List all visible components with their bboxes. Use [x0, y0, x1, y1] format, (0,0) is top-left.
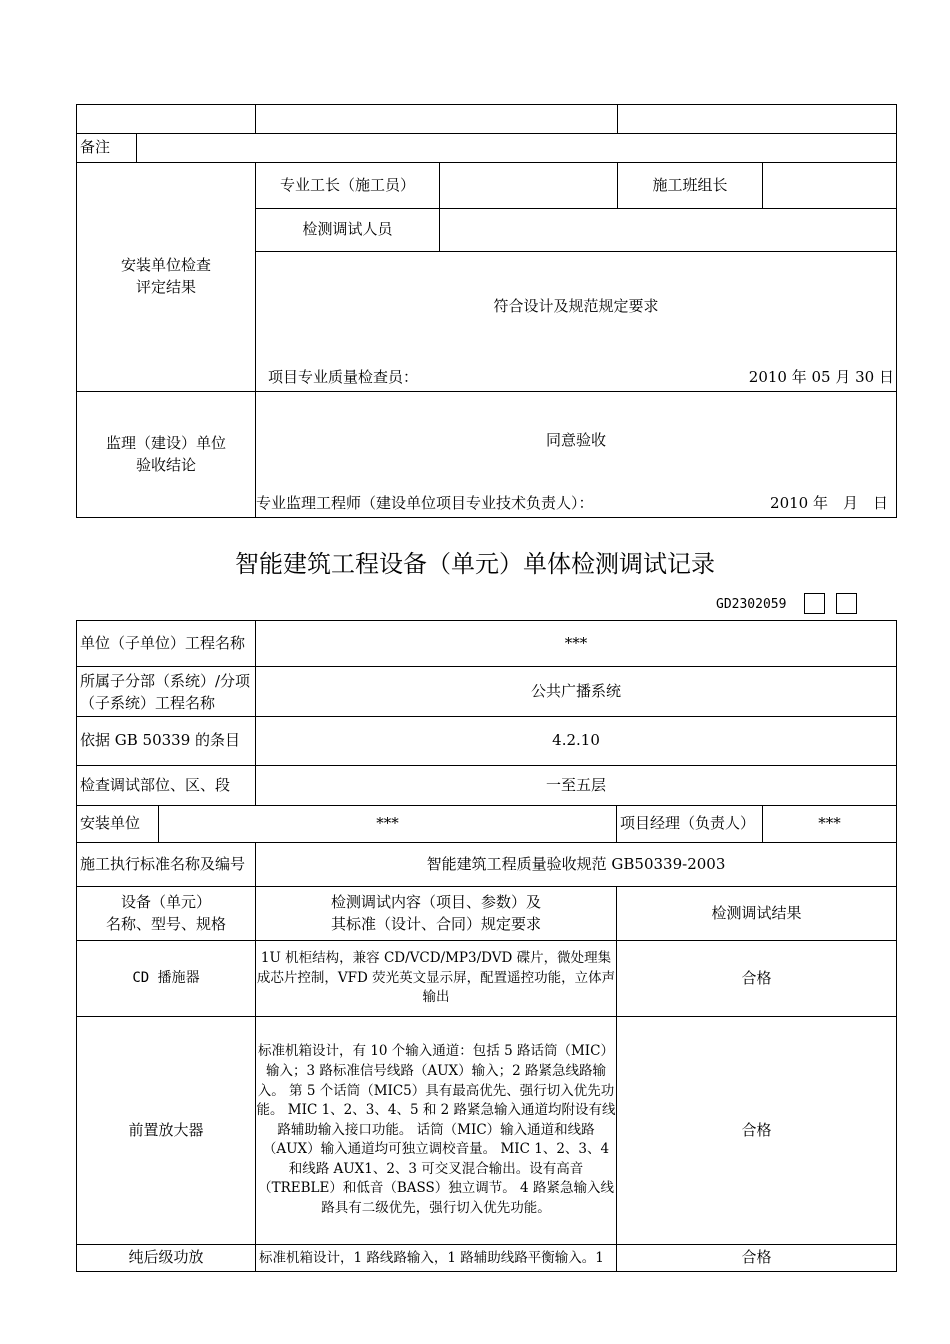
device-header-line1: 设备（单元）	[121, 892, 212, 911]
subsection-label	[77, 667, 256, 717]
device-name: 前置放大器	[77, 1017, 256, 1245]
device-name: CD 播施器	[77, 941, 256, 1017]
project-name-label: 单位（子单位）工程名称	[77, 621, 256, 667]
location-value: 一至五层	[256, 766, 897, 806]
manager-label: 项目经理（负责人）	[617, 806, 763, 843]
location-label: 检查调试部位、区、段	[77, 766, 256, 806]
install-check-label-line1: 安装单位检查	[120, 256, 211, 275]
subsection-label-line1: 所属子分部（系统）/分项	[80, 671, 251, 690]
table-row	[77, 1245, 897, 1272]
form-code: GD2302059	[716, 597, 787, 612]
remark-label: 备注	[77, 134, 137, 163]
result-column-header: 检测调试结果	[617, 887, 897, 941]
blank-cell	[618, 105, 897, 134]
subsection-value: 公共广播系统	[256, 667, 897, 717]
basis-value: 4.2.10	[256, 717, 897, 766]
supervision-result-cell	[256, 392, 897, 518]
device-description: 1U 机柜结构，兼容 CD/VCD/MP3/DVD 碟片，微处理集成芯片控制，VFD 荧光英文显示屏，配置遥控功能，立体声输出	[256, 941, 617, 1017]
supervision-label-line2: 验收结论	[135, 455, 196, 474]
foreman-label: 专业工长（施工员）	[256, 163, 440, 209]
foreman-value	[440, 163, 618, 209]
test-result: 合格	[617, 941, 897, 1017]
supervision-result: 同意验收	[545, 431, 606, 449]
table-row	[77, 941, 897, 1017]
install-result: 符合设计及规范规定要求	[493, 297, 659, 315]
basis-label: 依据 GB 50339 的条目	[77, 717, 256, 766]
table-row	[77, 1017, 897, 1245]
device-header-line2: 名称、型号、规格	[106, 914, 227, 933]
remark-value	[137, 134, 897, 163]
tester-label: 检测调试人员	[256, 209, 440, 252]
code-box-1	[804, 593, 825, 614]
install-unit-value: ***	[159, 806, 617, 843]
blank-cell	[256, 105, 618, 134]
team-leader-value	[763, 163, 897, 209]
content-column-header	[256, 887, 617, 941]
install-check-label	[77, 163, 256, 392]
project-name-value: ***	[256, 621, 897, 667]
device-description: 标准机箱设计，有 10 个输入通道：包括 5 路话筒（MIC）输入；3 路标准信号线路（AUX）输入；2 路紧急线路输入。 第 5 个话筒（MIC5）具有最高优先、强行切入优先功能。 MIC 1、2、3、4、5 和 2 路紧急输入通道均附设有线路辅助输入接口功能。 话筒（MIC）输入通道和线路（AUX）输入通道均可独立调校音量。 MIC 1、2、3、4 和线路 AUX1、2、3 可交叉混合输出。设有高音（TREBLE）和低音（BASS）独立调节。 4 路紧急输入线路具有二级优先，强行切入优先功能。	[256, 1017, 617, 1245]
content-header-line2: 其标准（设计、合同）规定要求	[331, 914, 542, 933]
blank-cell	[77, 105, 256, 134]
standard-label: 施工执行标准名称及编号	[77, 843, 256, 887]
device-column-header	[77, 887, 256, 941]
supervisor-date: 2010 年 月 日	[770, 494, 888, 513]
manager-value: ***	[763, 806, 897, 843]
quality-inspector-label: 项目专业质量检查员：	[268, 368, 419, 387]
install-unit-label: 安装单位	[77, 806, 159, 843]
supervisor-label: 专业监理工程师（建设单位项目专业技术负责人）：	[256, 494, 594, 513]
test-result: 合格	[617, 1245, 897, 1272]
device-name: 纯后级功放	[77, 1245, 256, 1272]
install-result-cell	[256, 252, 897, 392]
page-title: 智能建筑工程设备（单元）单体检测调试记录	[235, 550, 715, 578]
standard-value: 智能建筑工程质量验收规范 GB50339-2003	[256, 843, 897, 887]
subsection-label-line2: （子系统）工程名称	[80, 693, 216, 712]
device-description: 标准机箱设计，1 路线路输入，1 路辅助线路平衡输入。1	[256, 1245, 617, 1272]
test-result: 合格	[617, 1017, 897, 1245]
team-leader-label: 施工班组长	[618, 163, 763, 209]
supervision-label	[77, 392, 256, 518]
tester-value	[440, 209, 897, 252]
content-header-line1: 检测调试内容（项目、参数）及	[331, 892, 542, 911]
code-box-2	[836, 593, 857, 614]
inspection-summary-table	[76, 104, 897, 518]
inspector-date: 2010 年 05 月 30 日	[748, 368, 894, 387]
install-check-label-line2: 评定结果	[135, 278, 196, 296]
test-record-table	[76, 620, 897, 1272]
supervision-label-line1: 监理（建设）单位	[105, 433, 226, 452]
